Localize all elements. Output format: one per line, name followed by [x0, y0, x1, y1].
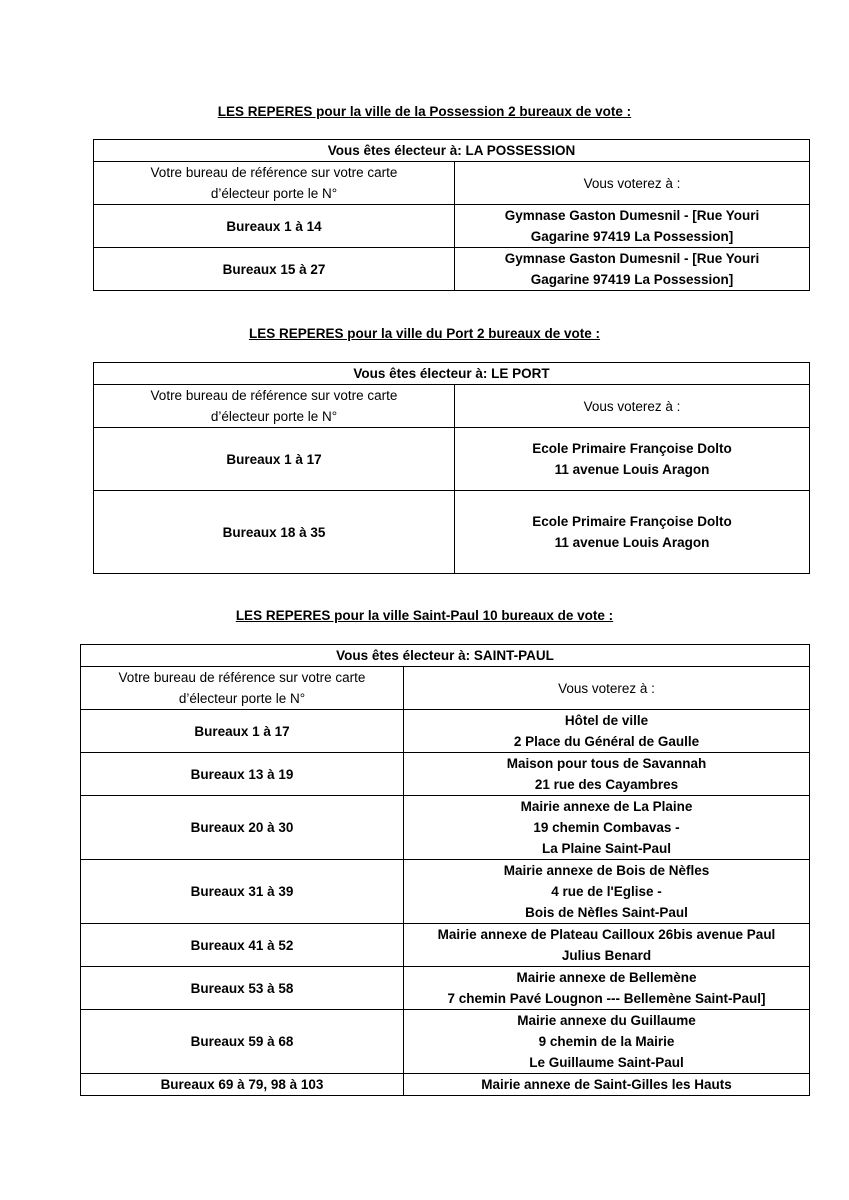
bureau-range: Bureaux 1 à 17: [94, 428, 455, 491]
section-title-possession: LES REPERES pour la ville de la Possession 2 bureaux de vote :: [217, 104, 632, 119]
table-row: [81, 1074, 810, 1096]
polling-location: Mairie annexe de Saint-Gilles les Hauts: [404, 1074, 810, 1096]
table-row: [94, 491, 810, 574]
table-row: [81, 860, 810, 924]
table-header: Vous êtes électeur à: LE PORT: [94, 363, 810, 385]
polling-location: Mairie annexe de La Plaine 19 chemin Combavas - La Plaine Saint-Paul: [404, 796, 810, 860]
bureau-range: Bureaux 53 à 58: [81, 967, 404, 1010]
polling-location: Maison pour tous de Savannah 21 rue des Cayambres: [404, 753, 810, 796]
polling-location: Gymnase Gaston Dumesnil - [Rue Youri Gagarine 97419 La Possession]: [455, 205, 810, 248]
voting-table-possession: [93, 139, 810, 291]
table-row: [81, 796, 810, 860]
polling-location: Mairie annexe de Plateau Cailloux 26bis avenue Paul Julius Benard: [404, 924, 810, 967]
table-header: Vous êtes électeur à: SAINT-PAUL: [81, 645, 810, 667]
bureau-range: Bureaux 31 à 39: [81, 860, 404, 924]
polling-location: Hôtel de ville 2 Place du Général de Gaulle: [404, 710, 810, 753]
column-header-location: Vous voterez à :: [455, 162, 810, 205]
bureau-range: Bureaux 15 à 27: [94, 248, 455, 291]
bureau-range: Bureaux 1 à 14: [94, 205, 455, 248]
bureau-range: Bureaux 20 à 30: [81, 796, 404, 860]
bureau-range: Bureaux 69 à 79, 98 à 103: [81, 1074, 404, 1096]
table-row: [94, 205, 810, 248]
column-header-bureau: Votre bureau de référence sur votre carte d’électeur porte le N°: [94, 162, 455, 205]
voting-table-saint-paul: [80, 644, 810, 1096]
polling-location: Ecole Primaire Françoise Dolto 11 avenue Louis Aragon: [455, 428, 810, 491]
voting-table-le-port: [93, 362, 810, 574]
table-row: [81, 710, 810, 753]
bureau-range: Bureaux 18 à 35: [94, 491, 455, 574]
polling-location: Ecole Primaire Françoise Dolto 11 avenue Louis Aragon: [455, 491, 810, 574]
table-row: [81, 924, 810, 967]
column-header-bureau: Votre bureau de référence sur votre carte d’électeur porte le N°: [94, 385, 455, 428]
table-row: [81, 967, 810, 1010]
bureau-range: Bureaux 1 à 17: [81, 710, 404, 753]
column-header-bureau: Votre bureau de référence sur votre carte d’électeur porte le N°: [81, 667, 404, 710]
bureau-range: Bureaux 13 à 19: [81, 753, 404, 796]
polling-location: Gymnase Gaston Dumesnil - [Rue Youri Gagarine 97419 La Possession]: [455, 248, 810, 291]
table-row: [94, 428, 810, 491]
bureau-range: Bureaux 59 à 68: [81, 1010, 404, 1074]
table-row: [94, 248, 810, 291]
table-header: Vous êtes électeur à: LA POSSESSION: [94, 140, 810, 162]
column-header-location: Vous voterez à :: [455, 385, 810, 428]
polling-location: Mairie annexe de Bellemène 7 chemin Pavé Lougnon --- Bellemène Saint-Paul]: [404, 967, 810, 1010]
column-header-location: Vous voterez à :: [404, 667, 810, 710]
bureau-range: Bureaux 41 à 52: [81, 924, 404, 967]
polling-location: Mairie annexe de Bois de Nèfles 4 rue de l'Eglise - Bois de Nèfles Saint-Paul: [404, 860, 810, 924]
table-row: [81, 1010, 810, 1074]
section-title-le-port: LES REPERES pour la ville du Port 2 bureaux de vote :: [248, 326, 601, 341]
table-row: [81, 753, 810, 796]
polling-location: Mairie annexe du Guillaume 9 chemin de la Mairie Le Guillaume Saint-Paul: [404, 1010, 810, 1074]
section-title-saint-paul: LES REPERES pour la ville Saint-Paul 10 bureaux de vote :: [235, 608, 614, 623]
